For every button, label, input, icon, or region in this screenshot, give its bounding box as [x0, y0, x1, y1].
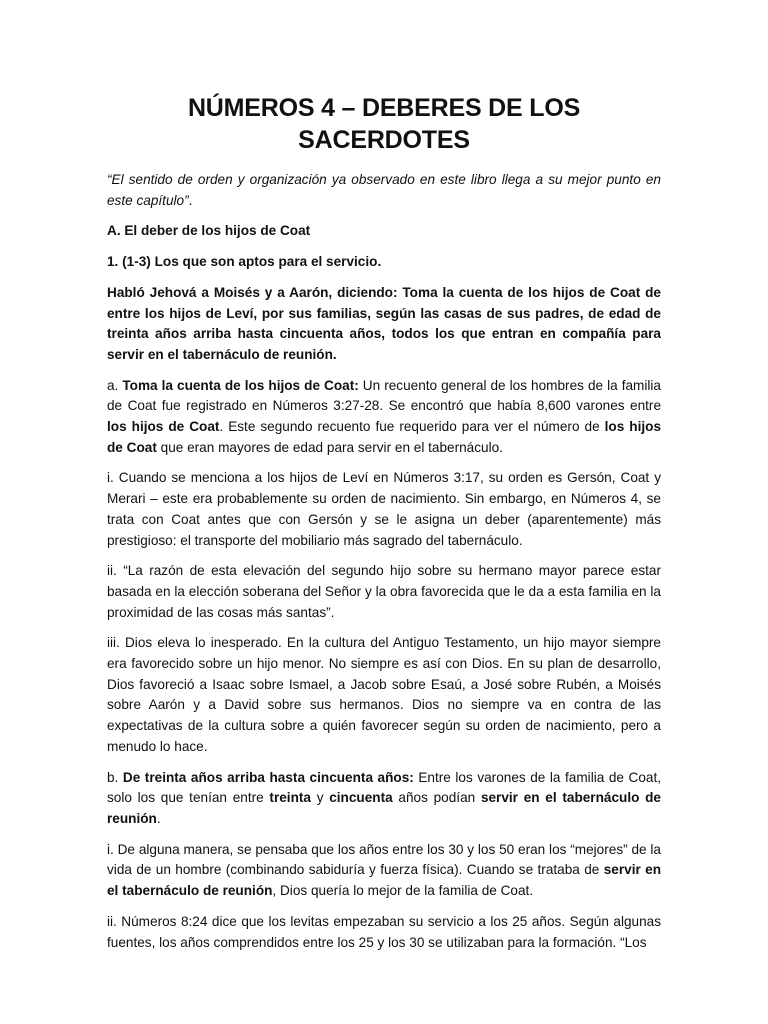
paragraph-b-i-text-2: , Dios quería lo mejor de la familia de Coat. — [272, 883, 534, 899]
section-heading-a: A. El deber de los hijos de Coat — [107, 223, 311, 239]
paragraph-a-bold-1: Toma la cuenta de los hijos de Coat: — [122, 377, 359, 393]
paragraph-a-iii: iii. Dios eleva lo inesperado. En la cultura del Antiguo Testamento, un hijo mayor siempre era favorecido sobre un hijo menor. No siempre es así con Dios. En su plan de desarrollo, Dios favoreció a Isaac sobre Ismael, a Jacob sobre Esaú, a José sobre Rubén, a Moisés sobre Aarón y a David sobre sus hermanos. Dios no siempre va en contra de las expectativas de la cultura sobre a quién favorecer según su orden de nacimiento, pero a menudo lo hace. — [107, 635, 661, 754]
paragraph-b-text-2: y — [310, 790, 330, 806]
paragraph-a-bold-3: los hijos de Coat — [107, 419, 661, 455]
page-title: NÚMEROS 4 – DEBERES DE LOS SACERDOTES — [187, 94, 581, 154]
paragraph-b-bold-4: servir en el tabernáculo de reunión — [107, 790, 661, 826]
intro-quote — [107, 170, 661, 211]
paragraph-b-bold-3: cincuenta — [329, 790, 393, 806]
paragraph-a-i: i. Cuando se menciona a los hijos de Leví en Números 3:17, su orden es Gersón, Coat y Merari – este era probablemente su orden de nacimiento. Sin embargo, en Números 4, se trata con Coat antes que con Gersón y se le asigna un deber (aparentemente) más prestigioso: el transporte del mobiliario más sagrado del tabernáculo. — [107, 470, 661, 548]
paragraph-a-text-3: que eran mayores de edad para servir en el tabernáculo. — [156, 439, 503, 455]
paragraph-b-text-3: años podían — [392, 790, 481, 806]
paragraph-b-i-bold-1: servir en el tabernáculo de reunión — [107, 862, 661, 899]
paragraph-b-bold-1: De treinta años arriba hasta cincuenta años: — [122, 769, 414, 785]
paragraph-a-ii: ii. “La razón de esta elevación del segundo hijo sobre su hermano mayor parece estar basada en la elección soberana del Señor y la obra favorecida que le da a esta familia en la proximidad de las cosas más santas”. — [107, 563, 661, 620]
paragraph-b — [107, 768, 661, 830]
paragraph-a-text-1: Un recuento general de los hombres de la familia de Coat fue registrado en Números 3:27-28. Se encontró que había 8,600 varones entre — [107, 377, 661, 414]
paragraph-b-label: b. — [107, 769, 123, 785]
paragraph-b-text-4: . — [156, 810, 161, 826]
intro-quote-text: “El sentido de orden y organización ya observado en este libro llega a su mejor punto en este capítulo” — [107, 172, 661, 208]
paragraph-b-i — [107, 840, 661, 902]
paragraph-b-bold-2: treinta — [269, 790, 311, 806]
paragraph-a-label: a. — [107, 377, 123, 393]
paragraph-b-text-1: Entre los varones de la familia de Coat, solo los que tenían entre — [107, 769, 661, 806]
paragraph-b-i-text-1: i. De alguna manera, se pensaba que los años entre los 30 y los 50 eran los “mejores” de la vida de un hombre (combinando sabiduría y fuerza física). Cuando se trataba de — [107, 841, 661, 878]
paragraph-a-bold-2: los hijos de Coat — [107, 419, 220, 435]
item-heading-1: 1. (1-3) Los que son aptos para el servicio. — [107, 254, 382, 270]
paragraph-a-text-2: . Este segundo recuento fue requerido para ver el número de — [219, 419, 605, 435]
scripture-passage: Habló Jehová a Moisés y a Aarón, diciendo: Toma la cuenta de los hijos de Coat de entre los hijos de Leví, por sus familias, según las casas de sus padres, de edad de treinta años arriba hasta cincuenta años, todos los que entran en compañía para servir en el tabernáculo de reunión. — [107, 284, 661, 362]
paragraph-a — [107, 376, 661, 459]
paragraph-b-ii: ii. Números 8:24 dice que los levitas empezaban su servicio a los 25 años. Según algunas fuentes, los años comprendidos entre los 25 y los 30 se utilizaban para la formación. “Los — [107, 913, 661, 950]
intro-quote-end: . — [188, 192, 193, 208]
